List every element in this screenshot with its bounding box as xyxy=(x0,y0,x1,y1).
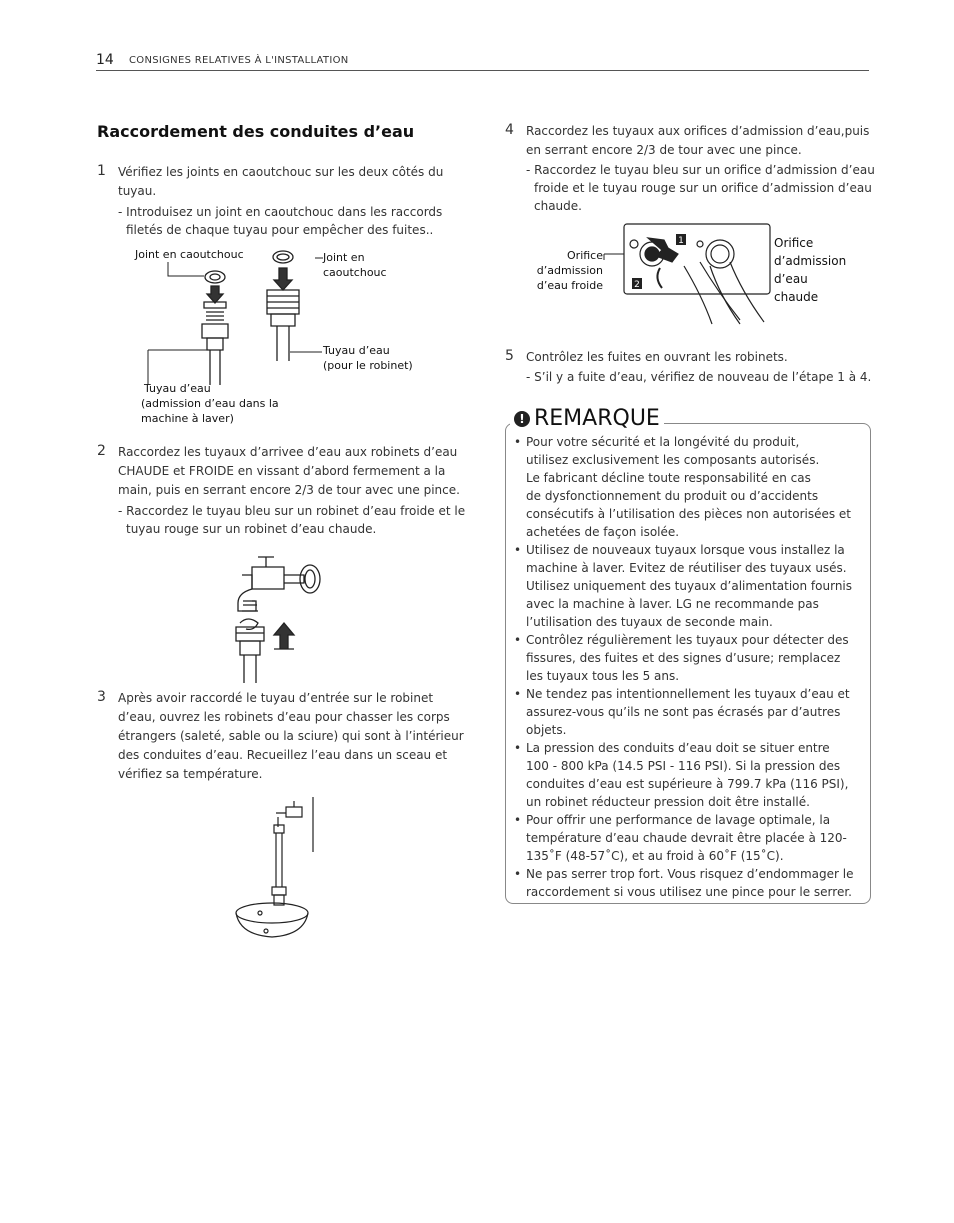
remarque-title xyxy=(510,406,664,431)
label-joint-left: Joint en caoutchouc xyxy=(135,248,244,261)
badge-2: 2 xyxy=(634,280,640,290)
label-line: (admission d’eau dans la xyxy=(141,397,279,410)
step-4-sub xyxy=(526,161,876,215)
item-line: • Ne tendez pas intentionnellement les tuyaux d’eau et xyxy=(526,687,850,701)
step-2-sub xyxy=(118,502,468,538)
sub-line: froide et le tuyau rouge sur un orifice d’admission d’eau xyxy=(534,181,872,195)
label-line: Orifice xyxy=(774,236,814,250)
step-4 xyxy=(505,122,876,160)
sub-line: chaude. xyxy=(534,199,582,213)
step-text-line: d’eau, ouvrez les robinets d’eau pour chasser les corps xyxy=(118,710,450,724)
item-line: machine à laver. Evitez de réutiliser des tuyaux usés. xyxy=(526,561,847,575)
list-item xyxy=(512,685,858,739)
item-line: Le fabricant décline toute responsabilité en cas xyxy=(526,471,811,485)
label-line: d’eau xyxy=(774,272,808,286)
item-line: Utilisez uniquement des tuyaux d’alimentation fournis xyxy=(526,579,853,593)
item-line: consécutifs à l’utilisation des pièces non autorisées et xyxy=(526,507,852,521)
faucet-drawing xyxy=(230,553,330,683)
item-line: • Pour votre sécurité et la longévité du produit, xyxy=(526,435,800,449)
step-3 xyxy=(97,689,468,784)
item-line: un robinet réducteur pression doit être installé. xyxy=(526,795,810,809)
item-line: • La pression des conduits d’eau doit se situer entre xyxy=(526,741,830,755)
item-line: utilisez exclusivement les composants autorisés. xyxy=(526,453,820,467)
label-pipe-left xyxy=(141,381,279,426)
label-hot-inlet xyxy=(774,234,846,306)
sub-line: - S’il y a fuite d’eau, vérifiez de nouveau de l’étape 1 à 4. xyxy=(526,370,872,384)
step-text-line: Contrôlez les fuites en ouvrant les robinets. xyxy=(526,350,788,364)
step-1 xyxy=(97,163,468,201)
label-line: Tuyau d’eau xyxy=(323,344,390,357)
item-line: avec la machine à laver. LG ne recommande pas xyxy=(526,597,819,611)
step-text-line: en serrant encore 2/3 de tour avec une pince. xyxy=(526,143,802,157)
step-number: 4 xyxy=(505,122,514,138)
item-line: les tuyaux tous les 5 ans. xyxy=(526,669,680,683)
remarque-list xyxy=(512,433,858,901)
hose-gasket-drawing xyxy=(140,240,340,385)
list-item xyxy=(512,541,858,631)
list-item xyxy=(512,739,858,811)
step-text-line: Raccordez les tuyaux d’arrivee d’eau aux robinets d’eau xyxy=(118,445,458,459)
badge-1: 1 xyxy=(678,236,684,246)
item-line: achetées de façon isolée. xyxy=(526,525,680,539)
step-text-line: Vérifiez les joints en caoutchouc sur les deux côtés du xyxy=(118,165,444,179)
step-number: 1 xyxy=(97,163,106,179)
step-5-sub xyxy=(526,368,876,386)
step-2 xyxy=(97,443,468,500)
sub-line: - Introduisez un joint en caoutchouc dans les raccords xyxy=(118,205,443,219)
step-text-line: Après avoir raccordé le tuyau d’entrée sur le robinet xyxy=(118,691,434,705)
page-header xyxy=(96,52,869,71)
sub-line: filetés de chaque tuyau pour empêcher des fuites.. xyxy=(126,223,434,237)
section-title: Raccordement des conduites d’eau xyxy=(97,122,415,141)
list-item xyxy=(512,811,858,865)
step-text-line: main, puis en serrant encore 2/3 de tour avec une pince. xyxy=(118,483,460,497)
step-number: 2 xyxy=(97,443,106,459)
item-line: 100 - 800 kPa (14.5 PSI - 116 PSI). Si la pression des xyxy=(526,759,841,773)
header-title: CONSIGNES RELATIVES À L'INSTALLATION xyxy=(129,55,349,66)
remarque-title-text: REMARQUE xyxy=(534,406,660,431)
sub-line: - Raccordez le tuyau bleu sur un robinet d’eau froide et le xyxy=(118,504,466,518)
item-line: objets. xyxy=(526,723,567,737)
step-text-line: CHAUDE et FROIDE en vissant d’abord fermement a la xyxy=(118,464,446,478)
label-line: caoutchouc xyxy=(323,266,387,279)
label-cold-inlet xyxy=(526,248,603,293)
item-line: 135˚F (48-57˚C), et au froid à 60˚F (15˚C). xyxy=(526,849,784,863)
label-line: chaude xyxy=(774,290,819,304)
step-number: 3 xyxy=(97,689,106,705)
step-text-line: Raccordez les tuyaux aux orifices d’admission d’eau,puis xyxy=(526,124,870,138)
item-line: assurez-vous qu’ils ne sont pas écrasés par d’autres xyxy=(526,705,841,719)
list-item xyxy=(512,631,858,685)
step-1-sub xyxy=(118,203,468,239)
item-line: • Pour offrir une performance de lavage optimale, la xyxy=(526,813,831,827)
step-number: 5 xyxy=(505,348,514,364)
step-text-line: tuyau. xyxy=(118,184,157,198)
label-line: Joint en xyxy=(323,251,365,264)
label-line: Tuyau d’eau xyxy=(144,382,211,395)
step-5 xyxy=(505,348,876,367)
item-line: raccordement si vous utilisez une pince pour le serrer. xyxy=(526,885,852,899)
label-line: machine à laver) xyxy=(141,412,234,425)
label-line: (pour le robinet) xyxy=(323,359,413,372)
faucet-bucket-drawing xyxy=(230,797,330,947)
label-line: d’admission xyxy=(536,264,603,277)
label-line: Orifice xyxy=(567,249,603,262)
inlet-valves-drawing xyxy=(604,222,774,332)
item-line: • Utilisez de nouveaux tuyaux lorsque vous installez la xyxy=(526,543,845,557)
exclamation-icon: ! xyxy=(514,411,530,427)
item-line: température d’eau chaude devrait être placée à 120- xyxy=(526,831,847,845)
item-line: fissures, des fuites et des signes d’usure; remplacez xyxy=(526,651,841,665)
item-line: l’utilisation des tuyaux de seconde main. xyxy=(526,615,773,629)
sub-line: tuyau rouge sur un robinet d’eau chaude. xyxy=(126,522,377,536)
step-text-line: des conduites d’eau. Recueillez l’eau dans un sceau et xyxy=(118,748,448,762)
item-line: • Contrôlez régulièrement les tuyaux pour détecter des xyxy=(526,633,849,647)
step-text-line: étrangers (saleté, sable ou la sciure) qui sont à l’intérieur xyxy=(118,729,464,743)
sub-line: - Raccordez le tuyau bleu sur un orifice d’admission d’eau xyxy=(526,163,875,177)
list-item xyxy=(512,865,858,901)
item-line: • Ne pas serrer trop fort. Vous risquez d’endommager le xyxy=(526,867,854,881)
item-line: conduites d’eau est supérieure à 799.7 kPa (116 PSI), xyxy=(526,777,849,791)
list-item xyxy=(512,433,858,541)
item-line: de dysfonctionnement du produit ou d’accidents xyxy=(526,489,819,503)
label-line: d’admission xyxy=(774,254,847,268)
step-text-line: vérifiez sa température. xyxy=(118,767,263,781)
page-number: 14 xyxy=(96,52,114,68)
label-line: d’eau froide xyxy=(536,279,603,292)
